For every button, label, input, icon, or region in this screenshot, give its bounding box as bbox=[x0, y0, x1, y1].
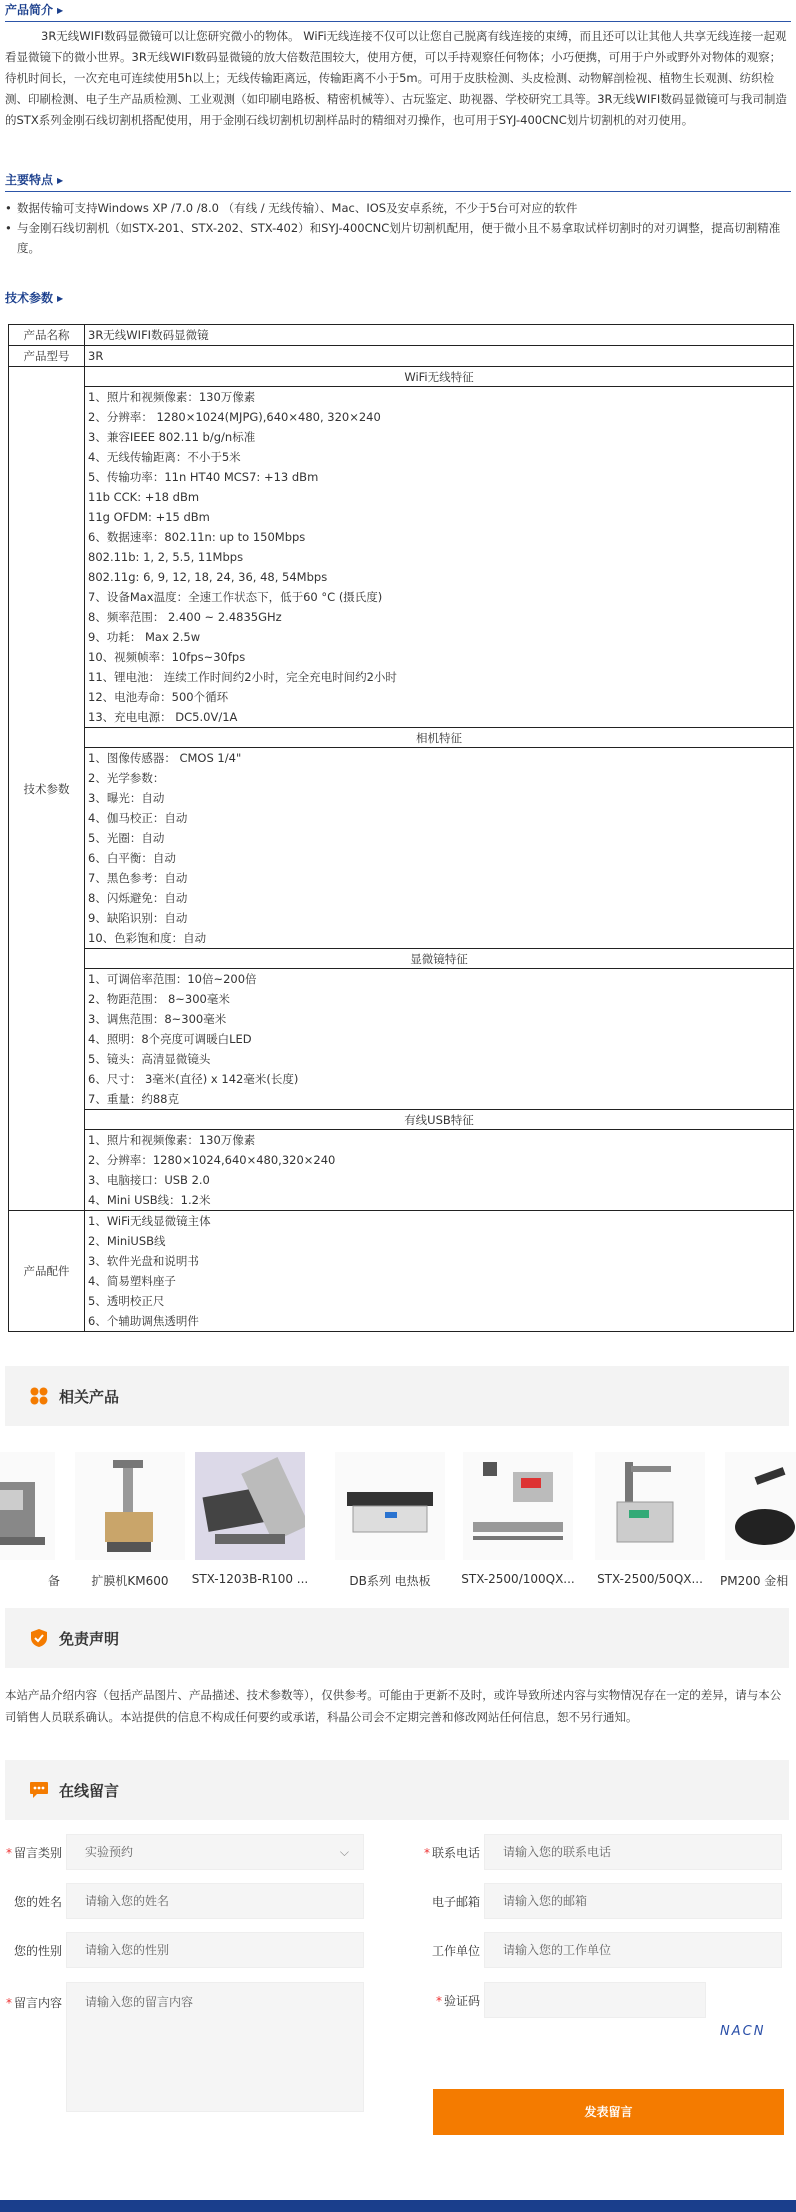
spec-line: 10、视频帧率：10fps~30fps bbox=[88, 650, 246, 664]
chat-icon bbox=[29, 1780, 49, 1800]
related-header bbox=[5, 1366, 789, 1426]
company-input[interactable]: 请输入您的工作单位 bbox=[484, 1932, 782, 1968]
spec-line: 1、WiFi无线显微镜主体 bbox=[88, 1214, 211, 1228]
spec-line: 1、照片和视频像素：130万像素 bbox=[88, 390, 256, 404]
spec-line: 6、白平衡：自动 bbox=[88, 851, 176, 865]
product-card[interactable] bbox=[0, 1452, 60, 1592]
spec-line: 5、传输功率：11n HT40 MCS7: +13 dBm bbox=[88, 470, 319, 484]
disclaimer-text: 本站产品介绍内容（包括产品图片、产品描述、技术参数等），仅供参考。可能由于更新不及时，或许导致所述内容与实物情况存在一定的差异，请与本公司销售人员联系确认。本站提供的信息不构成任何要约或承诺，科晶公司会不定期完善和修改网站任何信息，恕不另行通知。 bbox=[5, 1688, 782, 1724]
disclaimer-title: 免责声明 bbox=[59, 1629, 120, 1648]
intro-text: 3R无线WIFI数码显微镜可以让您研究微小的物体。 WiFi无线连接不仅可以让您自己脱离有线连接的束缚，而且还可以让其他人共享无线连接一起观看显微镜下的微小世界。3R无线WIFI数码显微镜的放大倍数范围较大，使用方便，可以手持观察任何物体；小巧便携，可用于户外或野外对物体的观察；待机时间长，一次充电可连续使用5h以上；无线传输距离远，传输距离不小于5m。可用于皮肤检测、头皮检测、动物解剖检视、植物生长观测、纺织检测、印刷检测、电子生产品质检测、工业观测（如印刷电路板、精密机械等）、古玩鉴定、助视器、学校研究工具等。3R无线WIFI数码显微镜可与我司制造的STX系列金刚石线切割机搭配使用，用于金刚石线切割机切割样品时的精细对刃操作，也可用于SYJ-400CNC划片切割机的对刃使用。 bbox=[5, 29, 787, 127]
spec-line: 1、图像传感器： CMOS 1/4" bbox=[88, 751, 242, 765]
spec-line: 4、Mini USB线：1.2米 bbox=[88, 1193, 211, 1207]
spec-line: 4、伽马校正：自动 bbox=[88, 811, 188, 825]
spec-line: 12、电池寿命：500个循环 bbox=[88, 690, 229, 704]
content-label: * 留言内容 bbox=[5, 1996, 62, 2010]
feature-item: • 与金刚石线切割机（如STX-201、STX-202、STX-402）和SYJ-400CNC划片切割机配用，便于微小且不易拿取试样切割时的对刃调整，提高切割精准度。 bbox=[5, 218, 791, 258]
spec-line: 3、软件光盘和说明书 bbox=[88, 1254, 199, 1268]
spec-line: 11b CCK: +18 dBm bbox=[88, 490, 200, 504]
spec-model-label: 产品型号 bbox=[9, 346, 85, 367]
product-image[interactable] bbox=[75, 1452, 185, 1560]
product-caption[interactable]: DB系列 电热板 bbox=[349, 1574, 431, 1588]
specs-title: 技术参数 ▶ bbox=[5, 291, 64, 305]
footer-bar bbox=[0, 2200, 796, 2212]
shield-icon bbox=[29, 1628, 49, 1648]
spec-tech-label: 技术参数 bbox=[9, 367, 85, 1211]
spec-line: 8、频率范围： 2.400 ~ 2.4835GHz bbox=[88, 610, 282, 624]
phone-label: * 联系电话 bbox=[423, 1846, 480, 1860]
spec-line: 9、功耗： Max 2.5w bbox=[88, 630, 201, 644]
wifi-head: WiFi无线特征 bbox=[85, 367, 794, 387]
spec-line: 7、重量：约88克 bbox=[88, 1092, 179, 1106]
usb-list bbox=[85, 1130, 794, 1211]
spec-line: 7、设备Max温度：全速工作状态下，低于60 °C (摄氏度) bbox=[88, 590, 383, 604]
spec-line: 3、曝光：自动 bbox=[88, 791, 165, 805]
content-textarea[interactable]: 请输入您的留言内容 bbox=[66, 1982, 364, 2112]
camera-list bbox=[85, 748, 794, 949]
spec-line: 3、兼容IEEE 802.11 b/g/n标准 bbox=[88, 430, 256, 444]
product-card[interactable] bbox=[330, 1452, 450, 1592]
scope-list bbox=[85, 969, 794, 1110]
spec-line: 802.11b: 1, 2, 5.5, 11Mbps bbox=[88, 550, 244, 564]
disclaimer-header bbox=[5, 1608, 789, 1668]
product-card[interactable] bbox=[458, 1452, 578, 1592]
spec-line: 5、镜头：高清显微镜头 bbox=[88, 1052, 211, 1066]
product-image[interactable] bbox=[335, 1452, 445, 1560]
product-image[interactable] bbox=[595, 1452, 705, 1560]
phone-input[interactable]: 请输入您的联系电话 bbox=[484, 1834, 782, 1870]
gender-input[interactable]: 请输入您的性别 bbox=[66, 1932, 364, 1968]
spec-line: 2、MiniUSB线 bbox=[88, 1234, 166, 1248]
product-card[interactable] bbox=[190, 1452, 310, 1592]
type-select[interactable]: 实验预约 ⌵ bbox=[66, 1834, 364, 1870]
features-list bbox=[5, 192, 791, 258]
type-label: * 留言类别 bbox=[5, 1846, 62, 1860]
product-caption[interactable]: STX-1203B-R100 ... bbox=[191, 1572, 309, 1586]
spec-line: 1、可调倍率范围：10倍~200倍 bbox=[88, 972, 257, 986]
submit-button[interactable]: 发表留言 bbox=[433, 2089, 784, 2135]
product-caption[interactable]: PM200 金相 bbox=[720, 1574, 789, 1588]
camera-head: 相机特征 bbox=[85, 728, 794, 748]
gender-label: 您的性别 bbox=[13, 1944, 62, 1958]
scope-head: 显微镜特征 bbox=[85, 949, 794, 969]
name-label: 您的姓名 bbox=[13, 1895, 62, 1909]
spec-line: 2、分辨率：1280×1024,640×480,320×240 bbox=[88, 1153, 336, 1167]
parts-list bbox=[85, 1211, 794, 1332]
product-image[interactable] bbox=[0, 1452, 55, 1560]
spec-name-label: 产品名称 bbox=[9, 325, 85, 346]
related-title: 相关产品 bbox=[59, 1387, 120, 1406]
product-caption[interactable]: 扩膜机KM600 bbox=[91, 1574, 169, 1588]
spec-line: 6、个辅助调焦透明件 bbox=[88, 1314, 199, 1328]
product-image[interactable] bbox=[195, 1452, 305, 1560]
spec-line: 13、充电电源： DC5.0V/1A bbox=[88, 710, 238, 724]
product-caption[interactable]: 备 bbox=[47, 1574, 60, 1588]
spec-model-value: 3R bbox=[85, 346, 794, 367]
grid-icon bbox=[29, 1386, 49, 1406]
spec-line: 4、无线传输距离：不小于5米 bbox=[88, 450, 241, 464]
spec-line: 2、光学参数： bbox=[88, 771, 165, 785]
message-header bbox=[5, 1760, 789, 1820]
spec-line: 10、色彩饱和度：自动 bbox=[88, 931, 207, 945]
spec-line: 3、电脑接口：USB 2.0 bbox=[88, 1173, 210, 1187]
features-title: 主要特点 ▶ bbox=[5, 170, 791, 192]
spec-table bbox=[8, 324, 794, 1332]
intro-title: 产品简介 ▶ bbox=[5, 0, 791, 22]
spec-line: 9、缺陷识别：自动 bbox=[88, 911, 188, 925]
spec-line: 6、数据速率：802.11n: up to 150Mbps bbox=[88, 530, 306, 544]
spec-line: 4、简易塑料座子 bbox=[88, 1274, 176, 1288]
chevron-down-icon: ⌵ bbox=[339, 1845, 349, 1859]
product-caption[interactable]: STX-2500/50QX... bbox=[597, 1572, 703, 1586]
product-caption[interactable]: STX-2500/100QX... bbox=[461, 1572, 575, 1586]
spec-line: 2、分辨率： 1280×1024(MJPG),640×480, 320×240 bbox=[88, 410, 381, 424]
spec-parts-label: 产品配件 bbox=[9, 1211, 85, 1332]
spec-line: 1、照片和视频像素：130万像素 bbox=[88, 1133, 256, 1147]
usb-head: 有线USB特征 bbox=[85, 1110, 794, 1130]
spec-line: 8、闪烁避免：自动 bbox=[88, 891, 188, 905]
captcha-label: * 验证码 bbox=[435, 1994, 480, 2008]
spec-line: 802.11g: 6, 9, 12, 18, 24, 36, 48, 54Mbps bbox=[88, 570, 328, 584]
spec-line: 4、照明：8个亮度可调暖白LED bbox=[88, 1032, 252, 1046]
email-input[interactable]: 请输入您的邮箱 bbox=[484, 1883, 782, 1919]
spec-line: 7、黑色参考：自动 bbox=[88, 871, 188, 885]
spec-line: 6、尺寸： 3毫米(直径) x 142毫米(长度) bbox=[88, 1072, 299, 1086]
spec-line: 11、锂电池： 连续工作时间约2小时，完全充电时间约2小时 bbox=[88, 670, 397, 684]
product-image[interactable] bbox=[725, 1452, 796, 1560]
wifi-list bbox=[85, 387, 794, 728]
product-image[interactable] bbox=[463, 1452, 573, 1560]
email-label: 电子邮箱 bbox=[431, 1895, 480, 1909]
feature-item: • 数据传输可支持Windows XP /7.0 /8.0 （有线 / 无线传输）、Mac、IOS及安卓系统，不少于5台可对应的软件 bbox=[5, 198, 791, 218]
spec-line: 2、物距范围： 8~300毫米 bbox=[88, 992, 230, 1006]
captcha-input[interactable] bbox=[484, 1982, 706, 2018]
captcha-image[interactable]: NACN bbox=[720, 2024, 766, 2039]
spec-line: 11g OFDM: +15 dBm bbox=[88, 510, 210, 524]
spec-line: 5、光圈：自动 bbox=[88, 831, 165, 845]
company-label: 工作单位 bbox=[431, 1944, 480, 1958]
related-carousel[interactable] bbox=[0, 1452, 796, 1592]
spec-line: 3、调焦范围：8~300毫米 bbox=[88, 1012, 227, 1026]
message-title: 在线留言 bbox=[59, 1781, 120, 1800]
product-card[interactable] bbox=[590, 1452, 710, 1592]
spec-name-value: 3R无线WIFI数码显微镜 bbox=[85, 325, 794, 346]
name-input[interactable]: 请输入您的姓名 bbox=[66, 1883, 364, 1919]
product-card[interactable] bbox=[70, 1452, 190, 1592]
product-card[interactable] bbox=[720, 1452, 796, 1592]
spec-line: 5、透明校正尺 bbox=[88, 1294, 165, 1308]
